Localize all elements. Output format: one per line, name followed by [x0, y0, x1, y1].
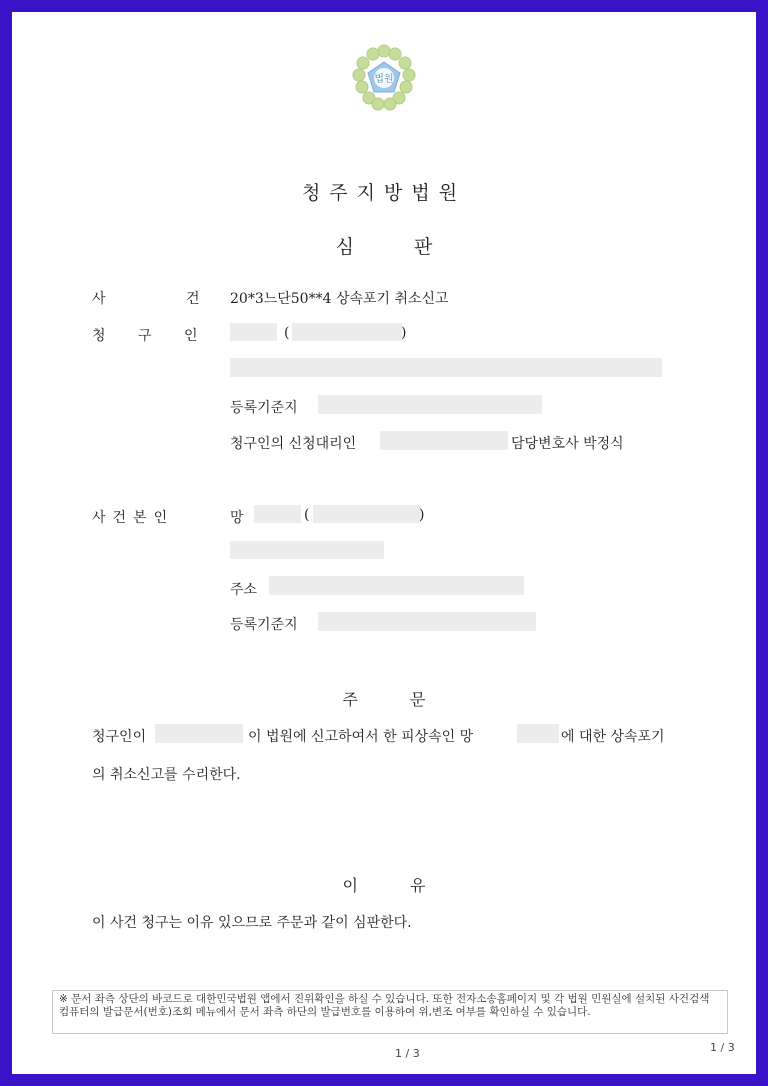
order-line1-b: 이 법원에 신고하여서 한 피상속인 망 [248, 729, 474, 745]
agent-label: 청구인의 신청대리인 [230, 436, 357, 452]
paren-close: ) [401, 325, 407, 341]
redacted-claimant-id [292, 323, 402, 341]
deceased-prefix: 망 [230, 510, 244, 526]
svg-text:법원: 법원 [374, 74, 394, 85]
page-number-center: 1 / 3 [395, 1047, 420, 1060]
principal-address-label: 주소 [230, 582, 258, 598]
redacted-claimant-registry [318, 395, 542, 414]
claimant-registry-label: 등록기준지 [230, 400, 298, 416]
lawyer-name: 담당변호사 박정식 [511, 436, 624, 452]
order-heading: 주문 [342, 690, 478, 709]
paren-open: ( [284, 325, 290, 341]
verification-notice: ※ 문서 좌측 상단의 바코드로 대한민국법원 앱에서 진위확인을 하실 수 있습니다. 또한 전자소송홈페이지 및 각 법원 민원실에 설치된 사건검색 컴퓨터의 발급문서(번호)조회 메뉴에서 문서 좌측 하단의 발급번호를 이용하여 위,변조 여부를 확인하실 수 있습니다. [52, 990, 728, 1034]
redacted-principal-extra [230, 541, 384, 559]
redacted-law-firm [380, 431, 508, 450]
redacted-claimant-address [230, 358, 662, 377]
redacted-principal-address [269, 576, 524, 595]
order-line2: 의 취소신고를 수리한다. [92, 767, 241, 783]
redacted-principal-name [254, 505, 301, 523]
redacted-principal-id [313, 505, 421, 523]
principal-label: 사건본인 [92, 510, 175, 526]
reason-text: 이 사건 청구는 이유 있으므로 주문과 같이 심판한다. [92, 915, 412, 931]
document-page [12, 12, 756, 1074]
order-line1-a: 청구인이 [92, 729, 147, 745]
redacted-order-claimant [155, 724, 243, 743]
redacted-principal-registry [318, 612, 536, 631]
case-label: 사 건 [92, 291, 238, 307]
principal-paren-open: ( [304, 507, 310, 523]
order-line1-c: 에 대한 상속포기 [561, 729, 665, 745]
redacted-claimant-name [230, 323, 277, 341]
page-number-right: 1 / 3 [710, 1041, 735, 1054]
document-type: 심판 [335, 236, 493, 258]
reason-heading: 이유 [342, 876, 478, 895]
case-value: 20*3느단50**4 상속포기 취소신고 [230, 291, 449, 307]
court-name: 청주지방법원 [301, 182, 467, 204]
redacted-order-deceased [517, 724, 559, 743]
principal-paren-close: ) [419, 507, 425, 523]
claimant-label: 청 구 인 [92, 328, 212, 344]
court-emblem-icon [348, 42, 420, 114]
principal-registry-label: 등록기준지 [230, 617, 298, 633]
